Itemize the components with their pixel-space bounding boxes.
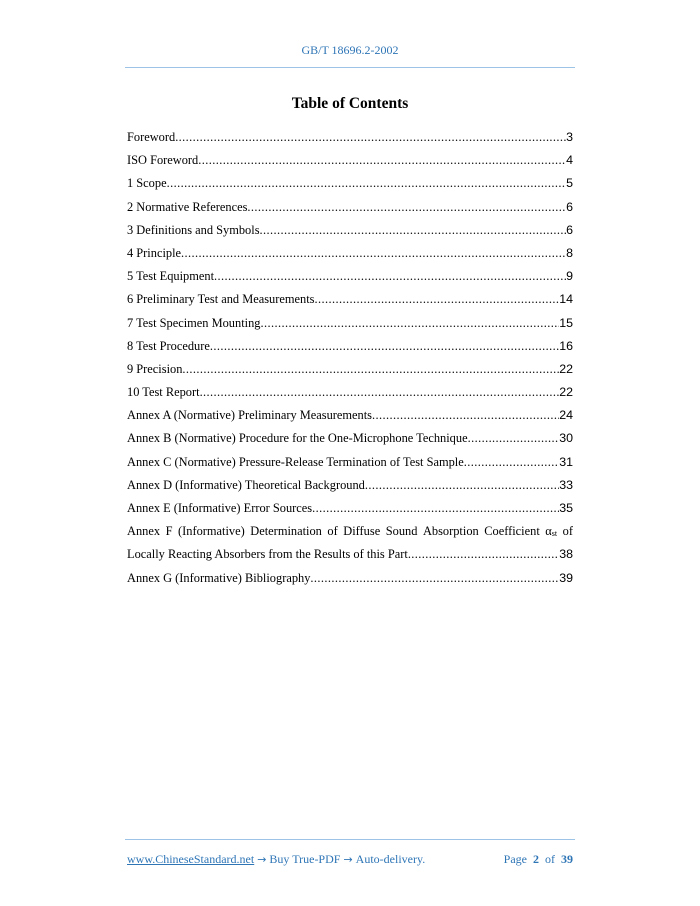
dot-leader	[214, 265, 566, 288]
dot-leader	[310, 567, 559, 590]
toc-entry-page: 16	[559, 338, 573, 353]
page-of-label: of	[545, 852, 555, 866]
toc-entry-title: 1 Scope	[127, 176, 167, 191]
toc-entry-principle[interactable]	[127, 242, 573, 265]
toc-entry-title: Annex D (Informative) Theoretical Background	[127, 477, 365, 492]
toc-entry-page: 6	[566, 222, 573, 237]
toc-entry-iso-foreword[interactable]	[127, 149, 573, 172]
title-word: Sound	[385, 524, 418, 539]
toc-entry-test-specimen-mounting[interactable]	[127, 312, 573, 335]
title-word: Absorption	[422, 524, 479, 539]
toc-entry-annex-b[interactable]	[127, 427, 573, 450]
toc-entry-page: 5	[566, 176, 573, 191]
toc-entry-scope[interactable]	[127, 172, 573, 195]
auto-delivery-text: Auto-delivery.	[355, 852, 426, 866]
footer-divider	[125, 839, 575, 840]
page-footer	[127, 852, 573, 867]
dot-leader	[182, 358, 559, 381]
toc-entry-title: 6 Preliminary Test and Measurements	[127, 292, 315, 307]
toc-entry-page: 15	[559, 315, 573, 330]
toc-entry-normative-references[interactable]	[127, 196, 573, 219]
toc-entry-page: 9	[566, 269, 573, 284]
toc-entry-title: 9 Precision	[127, 361, 183, 376]
dot-leader	[314, 288, 559, 311]
toc-entry-title: Annex A (Normative) Preliminary Measurements	[127, 408, 372, 423]
dot-leader	[167, 172, 567, 195]
toc-entry-title: 7 Test Specimen Mounting	[127, 315, 261, 330]
document-header-code: GB/T 18696.2-2002	[301, 43, 399, 57]
dot-leader	[200, 381, 560, 404]
toc-entry-title: 8 Test Procedure	[127, 338, 210, 353]
toc-entry-title-line-2	[127, 543, 573, 566]
total-pages: 39	[561, 852, 573, 866]
title-word: Coefficient	[484, 524, 540, 539]
toc-entry-page: 14	[559, 292, 573, 307]
toc-entry-page: 3	[566, 130, 573, 144]
toc-entry-annex-e[interactable]	[127, 497, 573, 520]
toc-entry-page: 38	[559, 547, 573, 562]
toc-entry-page: 6	[566, 199, 573, 214]
toc-entry-title: 4 Principle	[127, 245, 182, 260]
title-word: (Informative)	[178, 524, 245, 539]
toc-entry-precision[interactable]	[127, 358, 573, 381]
toc-entry-title: Annex C (Normative) Pressure-Release Termination of Test Sample	[127, 454, 464, 469]
toc-entry-title: ISO Foreword	[127, 153, 199, 168]
header-divider	[125, 67, 575, 68]
toc-entry-test-report[interactable]	[127, 381, 573, 404]
dot-leader	[365, 474, 559, 497]
toc-entry-page: 33	[559, 477, 573, 492]
table-of-contents	[127, 126, 573, 590]
toc-entry-title: Annex E (Informative) Error Sources	[127, 501, 313, 515]
toc-entry-title: Foreword	[127, 130, 176, 144]
dot-leader	[468, 427, 560, 450]
toc-entry-page: 4	[566, 153, 573, 168]
title-word: Diffuse	[343, 524, 381, 539]
title-word: of	[327, 524, 338, 539]
toc-entry-title: Locally Reacting Absorbers from the Results of this Part	[127, 547, 408, 562]
toc-entry-title: 3 Definitions and Symbols	[127, 222, 260, 237]
toc-entry-page: 30	[559, 431, 573, 446]
toc-entry-title: 5 Test Equipment	[127, 269, 215, 284]
toc-entry-page: 24	[559, 408, 573, 423]
toc-entry-annex-a[interactable]	[127, 404, 573, 427]
buy-true-pdf-text: Buy True-PDF	[269, 852, 341, 866]
toc-entry-test-equipment[interactable]	[127, 265, 573, 288]
dot-leader	[464, 451, 559, 474]
right-arrow-icon: →	[343, 853, 353, 866]
dot-leader	[312, 497, 559, 520]
toc-entry-title: Annex G (Informative) Bibliography	[127, 570, 311, 585]
dot-leader	[408, 543, 559, 566]
toc-entry-test-procedure[interactable]	[127, 335, 573, 358]
toc-entry-annex-c[interactable]	[127, 451, 573, 474]
toc-entry-annex-f[interactable]	[127, 520, 573, 566]
current-page: 2	[533, 852, 539, 866]
title-word: F	[165, 524, 173, 539]
page-label: Page	[503, 852, 527, 866]
toc-entry-page: 35	[559, 501, 573, 515]
toc-entry-title: 10 Test Report	[127, 385, 200, 400]
chinesestandard-link[interactable]: www.ChineseStandard.net	[127, 852, 255, 866]
dot-leader	[260, 219, 567, 242]
title-word: of	[562, 524, 573, 539]
page-number	[504, 852, 573, 867]
dot-leader	[198, 149, 566, 172]
alpha-symbol: α	[545, 524, 552, 539]
symbol-subscript: st	[551, 529, 558, 539]
dot-leader	[175, 126, 566, 149]
toc-entry-definitions-and-symbols[interactable]	[127, 219, 573, 242]
dot-leader	[372, 404, 559, 427]
toc-entry-preliminary-test[interactable]	[127, 288, 573, 311]
toc-entry-annex-d[interactable]	[127, 474, 573, 497]
toc-entry-page: 22	[559, 361, 573, 376]
toc-heading: Table of Contents	[291, 95, 409, 112]
footer-promo	[127, 852, 425, 867]
toc-entry-page: 31	[559, 454, 573, 469]
toc-entry-page: 39	[559, 570, 573, 585]
toc-entry-title: 2 Normative References	[127, 199, 248, 214]
title-word: Determination	[250, 524, 322, 539]
toc-entry-page: 22	[559, 385, 573, 400]
dot-leader	[260, 312, 559, 335]
dot-leader	[181, 242, 566, 265]
dot-leader	[247, 196, 566, 219]
toc-entry-title-line-1	[127, 520, 573, 543]
toc-entry-foreword[interactable]	[127, 126, 573, 149]
toc-entry-title: Annex B (Normative) Procedure for the One-Microphone Technique	[127, 431, 468, 446]
absorption-coefficient-symbol	[545, 520, 557, 543]
dot-leader	[210, 335, 559, 358]
right-arrow-icon: →	[257, 853, 267, 866]
title-word: Annex	[127, 524, 161, 539]
toc-entry-page: 8	[566, 245, 573, 260]
toc-entry-annex-g[interactable]	[127, 567, 573, 590]
